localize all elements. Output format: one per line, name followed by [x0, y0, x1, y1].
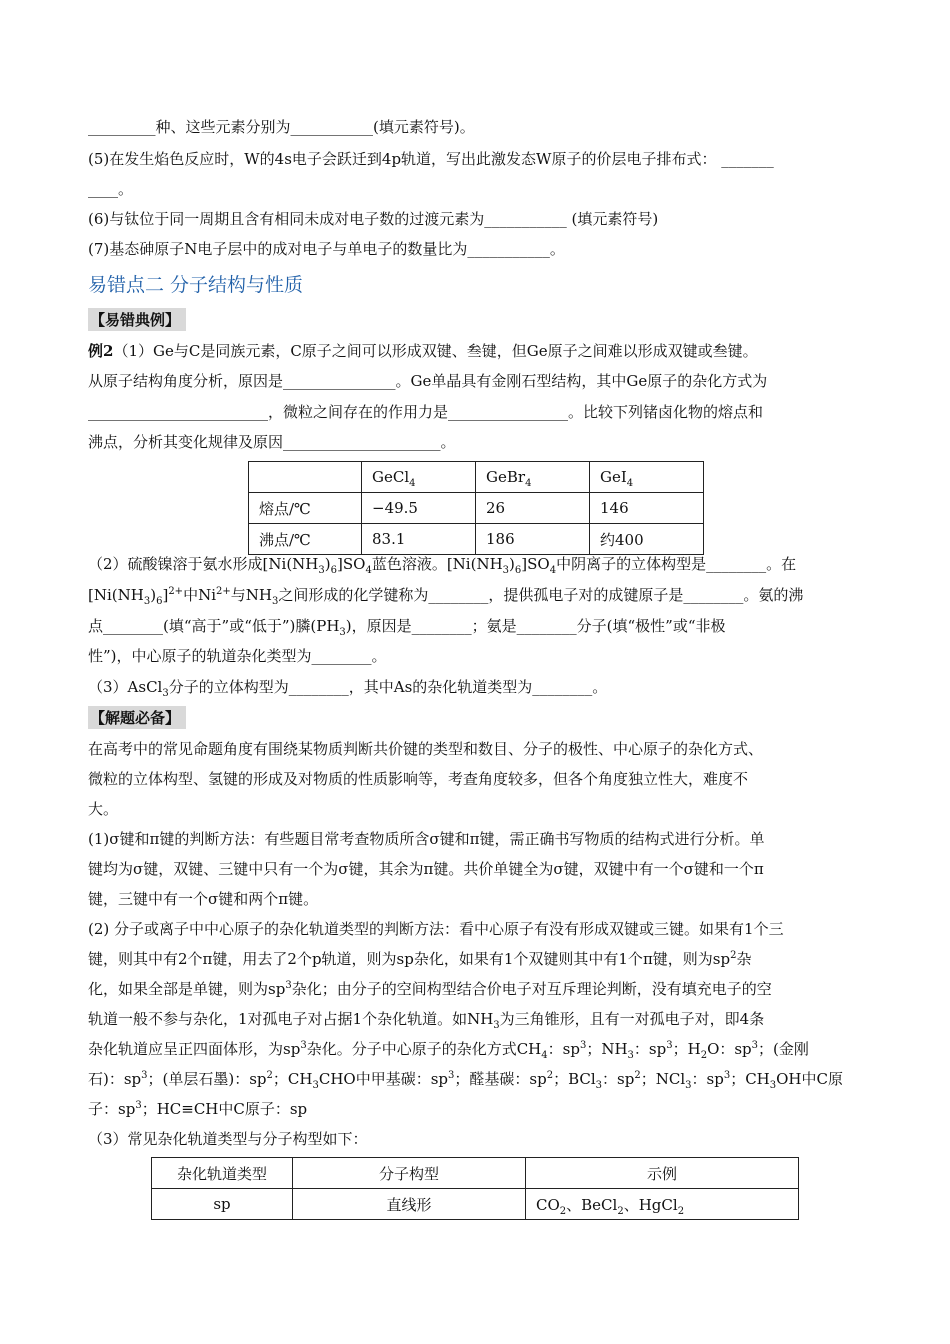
table-cell: 直线形 [293, 1189, 526, 1220]
text-run: ；BCl [553, 1070, 596, 1088]
table-cell: 83.1 [362, 524, 476, 555]
text-run: ；(金刚 [758, 1040, 809, 1058]
solution-para-3-line-4: 轨道一般不参与杂化，1对孤电子对占据1个杂化轨道。如$NH_3$为三角锥形，且有一对孤电子对，即4条 [88, 1010, 765, 1031]
table-cell: 186 [476, 524, 590, 555]
table-cell: 沸点/℃ [249, 524, 362, 555]
text-run: ) [150, 586, 157, 604]
example-part-3-line: （3）AsCl$_3$分子的立体构型为________，其中As的杂化轨道类型为________。 [88, 678, 608, 699]
example-line-2: 从原子结构角度分析，原因是_______________。Ge单晶具有金刚石型结构，其中Ge原子的杂化方式为 [88, 372, 768, 390]
text-run: ；NH [586, 1040, 628, 1058]
table-cell [249, 462, 362, 493]
table-cell: 26 [476, 493, 590, 524]
text-run: CHO中甲基碳：sp [318, 1070, 449, 1088]
text-run: ：sp [547, 1040, 580, 1058]
text-run: ：sp [691, 1070, 724, 1088]
text-run: 分子的立体构型为________，其中As的杂化轨道类型为________。 [168, 678, 608, 696]
table-row [249, 524, 704, 555]
table-cell: GeBr$_4$ [476, 462, 590, 493]
table-cell: −49.5 [362, 493, 476, 524]
text-run: ：sp [602, 1070, 635, 1088]
text-run: 与NH [230, 586, 272, 604]
text-run: [Ni(NH [88, 586, 144, 604]
example-part-2-line-2: $[Ni(NH_3)_6]^{2+}$中$Ni^{2+}$与$NH_3$之间形成的化学键称为________，提供孤电子对的成键原子是________。氨的沸 [88, 586, 804, 607]
table-cell: $CO_2$、BeCl$_2$、HgCl$_2$ [526, 1189, 799, 1220]
solution-para-4-line: （3）常见杂化轨道类型与分子构型如下： [88, 1130, 368, 1148]
solution-para-3-line-6: 石)：$sp^3$；(单层石墨)：$sp^2$；$CH_3CHO$中甲基碳：$sp^3$；醛基碳：$sp^2$；BCl$_3$：$sp^2$；NCl$_3$：$sp^3$；$CH_3OH$中C原 [88, 1070, 843, 1091]
solution-para-3-line-1: (2) 分子或离子中中心原子的杂化轨道类型的判断方法：看中心原子有没有形成双键或三键。如果有1个三 [88, 920, 784, 938]
table-row [152, 1189, 799, 1220]
text-run: ：sp [633, 1040, 667, 1058]
halides-table [248, 461, 704, 555]
table-cell: sp [152, 1189, 293, 1220]
text-run: ；NCl [640, 1070, 686, 1088]
example-part-2-line-1: （2）硫酸镍溶于氨水形成$[Ni(NH_3)_6]SO_4$蓝色溶液。$[Ni(NH_3)_6]SO_4$中阴离子的立体构型是________。在 [88, 555, 797, 576]
text-run: 杂化。分子中心原子的杂化方式CH [306, 1040, 542, 1058]
text-run: 为三角锥形，且有一对孤电子对，即4条 [499, 1010, 765, 1028]
solution-para-2-line-3: 键，三键中有一个σ键和两个π键。 [88, 890, 319, 908]
text-run: ；H [672, 1040, 701, 1058]
solution-para-2-line-1: (1)σ键和π键的判断方法：有些题目常考查物质所含σ键和π键，需正确书写物质的结构式进行分析。单 [88, 830, 765, 848]
table-cell: 约400 [590, 524, 704, 555]
text-run: ；(单层石墨)：sp [147, 1070, 267, 1088]
text-run: 点________(填“高于”或“低于”)膦(PH [88, 617, 340, 635]
question-6-line: (6)与钛位于同一周期且含有相同未成对电子数的过渡元素为___________ (填元素符号) [88, 210, 659, 228]
text-run: OH中C原 [776, 1070, 843, 1088]
solution-para-3-line-5: 杂化轨道应呈正四面体形，为$sp^3$杂化。分子中心原子的杂化方式$CH_4$：$sp^3$；$NH_3$：$sp^3$；$H_2O$：$sp^3$；(金刚 [88, 1040, 809, 1061]
example-line-1 [88, 340, 758, 362]
example-part-2-line-4: 性”)，中心原子的轨道杂化类型为________。 [88, 647, 387, 665]
solution-para-1-line-1: 在高考中的常见命题角度有围绕某物质判断共价键的类型和数目、分子的极性、中心原子的杂化方式、 [88, 740, 764, 758]
section-heading: 易错点二 分子结构与性质 [88, 274, 304, 296]
table-cell: GeI$_4$ [590, 462, 704, 493]
text-run: )，原因是________；氨是________分子(填“极性”或“非极 [345, 617, 726, 635]
table-cell: 分子构型 [293, 1158, 526, 1189]
hybridization-table [151, 1157, 799, 1220]
table-cell: 杂化轨道类型 [152, 1158, 293, 1189]
question-5-line-continued: ____。 [88, 180, 134, 198]
question-7-line: (7)基态砷原子N电子层中的成对电子与单电子的数量比为___________。 [88, 240, 565, 258]
table-header-row [152, 1158, 799, 1189]
text-run: （3）AsCl [88, 678, 163, 696]
text-run: 石)：sp [88, 1070, 142, 1088]
example-part-2-line-3: 点________(填“高于”或“低于”)膦$(PH_3)$，原因是________；氨是________分子(填“极性”或“非极 [88, 617, 726, 638]
solution-para-1-line-3: 大。 [88, 800, 119, 818]
text-run: ] [162, 586, 169, 604]
solution-para-3-line-7: 子：$sp^3$；HC≡CH中C原子：sp [88, 1100, 308, 1118]
table-cell: 熔点/℃ [249, 493, 362, 524]
question-5-line: (5)在发生焰色反应时，W的4s电子会跃迁到4p轨道，写出此激发态W原子的价层电子排布式： _______ [88, 150, 774, 168]
text-run: 杂 [736, 950, 752, 968]
example-line-4: 沸点，分析其变化规律及原因_____________________。 [88, 433, 456, 451]
table-header-row [249, 462, 704, 493]
text-run: ；醛基碳：sp [454, 1070, 547, 1088]
text-run: 子：sp [88, 1100, 136, 1118]
solution-para-1-line-2: 微粒的立体构型、氢键的形成及对物质的性质影响等，考查角度较多，但各个角度独立性大，难度不 [88, 770, 749, 788]
text-run: ；HC≡CH中C原子：sp [141, 1100, 308, 1118]
text-run: O：sp [707, 1040, 752, 1058]
text-run: 轨道一般不参与杂化，1对孤电子对占据1个杂化轨道。如NH [88, 1010, 494, 1028]
tag-typical-example: 【易错典例】 [88, 308, 186, 331]
tag-solution-essentials: 【解题必备】 [88, 706, 186, 729]
text-run: ；CH [730, 1070, 770, 1088]
text-run: 化，如果全部是单键，则为sp [88, 980, 286, 998]
example-label: 例2 [88, 342, 114, 360]
question-line-blanks: _________种、这些元素分别为___________(填元素符号)。 [88, 118, 475, 136]
solution-para-3-line-2: 键，则其中有2个π键，用去了2个p轨道，则为sp杂化，如果有1个双键则其中有1个π键，则为$sp^2$杂 [88, 950, 752, 968]
solution-para-2-line-2: 键均为σ键，双键、三键中只有一个为σ键，其余为π键。共价单键全为σ键，双键中有一个σ键和一个π [88, 860, 764, 878]
text-run: 杂化轨道应呈正四面体形，为sp [88, 1040, 301, 1058]
table-row [249, 493, 704, 524]
text-run: ；CH [272, 1070, 313, 1088]
table-cell: GeCl$_4$ [362, 462, 476, 493]
text-run: 中Ni [183, 586, 216, 604]
example-line-3: ________________________，微粒之间存在的作用力是________________。比较下列锗卤化物的熔点和 [88, 403, 764, 421]
table-cell: 示例 [526, 1158, 799, 1189]
table-cell: 146 [590, 493, 704, 524]
text-run: 杂化；由分子的空间构型结合价电子对互斥理论判断，没有填充电子的空 [291, 980, 772, 998]
text-run: 之间形成的化学键称为________，提供孤电子对的成键原子是________。氨的沸 [278, 586, 804, 604]
solution-para-3-line-3: 化，如果全部是单键，则为$sp^3$杂化；由分子的空间构型结合价电子对互斥理论判断，没有填充电子的空 [88, 980, 772, 998]
example-text-1: （1）Ge与C是同族元素，C原子之间可以形成双键、叁键，但Ge原子之间难以形成双键或叁键。 [113, 342, 758, 360]
text-run: 键，则其中有2个π键，用去了2个p轨道，则为sp杂化，如果有1个双键则其中有1个π键，则为sp [88, 950, 731, 968]
